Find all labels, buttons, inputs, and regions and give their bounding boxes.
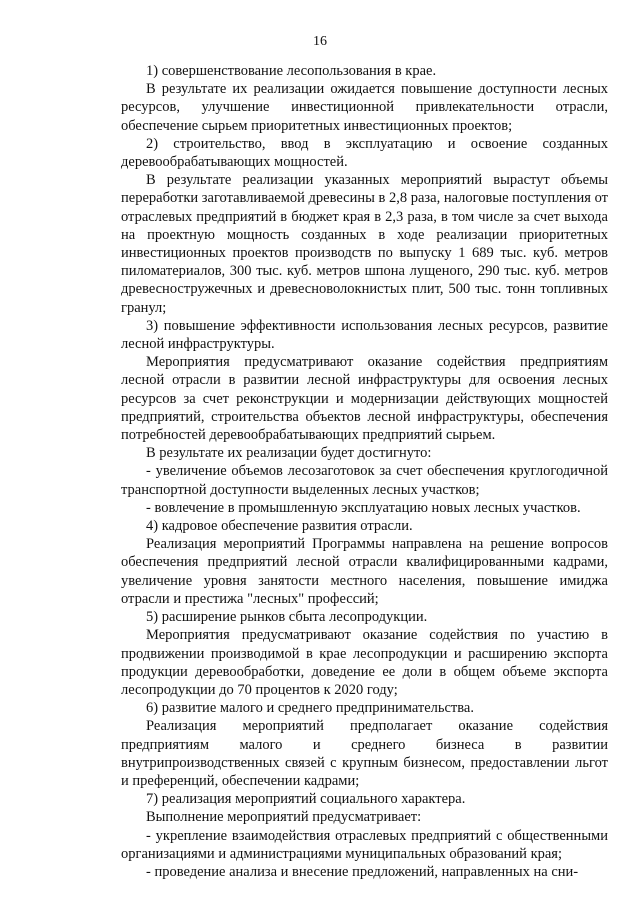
- paragraph: - проведение анализа и внесение предложений, направленных на сни-: [146, 863, 579, 880]
- paragraph: В результате их реализации ожидается повышение доступности лесных ресурсов, улучшение инвестиционной привлекательности отрасли, обеспечение сырьем приоритетных инвестиционных проектов;: [121, 81, 608, 134]
- page-number: 16: [313, 34, 327, 49]
- paragraph: 7) реализация мероприятий социального характера.: [146, 791, 466, 808]
- paragraph: Мероприятия предусматривают оказание содействия по участию в продвижении производимой в крае лесопродукции и расширению экспорта продукции деревообработки, доведение ее доли в общем объеме экспорта лесопродукции до 70 процентов к 2020 году;: [121, 627, 608, 698]
- paragraph: Мероприятия предусматривают оказание содействия предприятиям лесной отрасли в развитии лесной инфраструктуры для освоения лесных ресурсов за счет реконструкции и модернизации действующих мощностей предприятий, строительства объектов лесной инфраструктуры, обеспечения потребностей деревообрабатывающих предприятий сырьем.: [121, 354, 608, 444]
- paragraph: 6) развитие малого и среднего предпринимательства.: [146, 700, 474, 717]
- paragraph: 3) повышение эффективности использования лесных ресурсов, развитие лесной инфраструктуры.: [121, 317, 608, 353]
- paragraph: Реализация мероприятий Программы направлена на решение вопросов обеспечения предприятий лесной отрасли квалифицированными кадрами, увеличение уровня занятости местного населения, повышение имиджа отрасли и престижа "лесных" профессий;: [121, 536, 608, 607]
- paragraph: - укрепление взаимодействия отраслевых предприятий с общественными организациями и администрациями муниципальных образований края;: [121, 827, 608, 862]
- paragraph: 2) строительство, ввод в эксплуатацию и освоение созданных деревообрабатывающих мощностей.: [121, 135, 608, 171]
- paragraph: Выполнение мероприятий предусматривает:: [146, 809, 422, 826]
- paragraph: 4) кадровое обеспечение развития отрасли.: [146, 518, 413, 535]
- paragraph: 1) совершенствование лесопользования в крае.: [146, 63, 437, 79]
- paragraph: 5) расширение рынков сбыта лесопродукции.: [146, 609, 428, 626]
- paragraph: В результате их реализации будет достигнуто:: [146, 445, 432, 462]
- paragraph: - увеличение объемов лесозаготовок за счет обеспечения круглогодичной транспортной доступности выделенных лесных участков;: [121, 463, 608, 498]
- document-body: [121, 62, 608, 881]
- paragraph: Реализация мероприятий предполагает оказание содействия предприятиям малого и среднего бизнеса в развитии внутрипроизводственных связей с крупным бизнесом, предоставлении льгот и преференций, обеспечении кадрами;: [121, 718, 608, 789]
- paragraph: В результате реализации указанных мероприятий вырастут объемы переработки заготавливаемой древесины в 2,8 раза, налоговые поступления от отраслевых предприятий в бюджет края в 2,3 раза, в том числе за счет выхода на проектную мощность созданных в ходе реализации приоритетных инвестиционных проектов производств по выпуску 1 689 тыс. куб. метров пиломатериалов, 300 тыс. куб. метров шпона лущеного, 290 тыс. куб. метров древесностружечных и древесноволокнистых плит, 500 тыс. тонн топливных гранул;: [121, 172, 608, 316]
- paragraph: - вовлечение в промышленную эксплуатацию новых лесных участков.: [146, 499, 581, 516]
